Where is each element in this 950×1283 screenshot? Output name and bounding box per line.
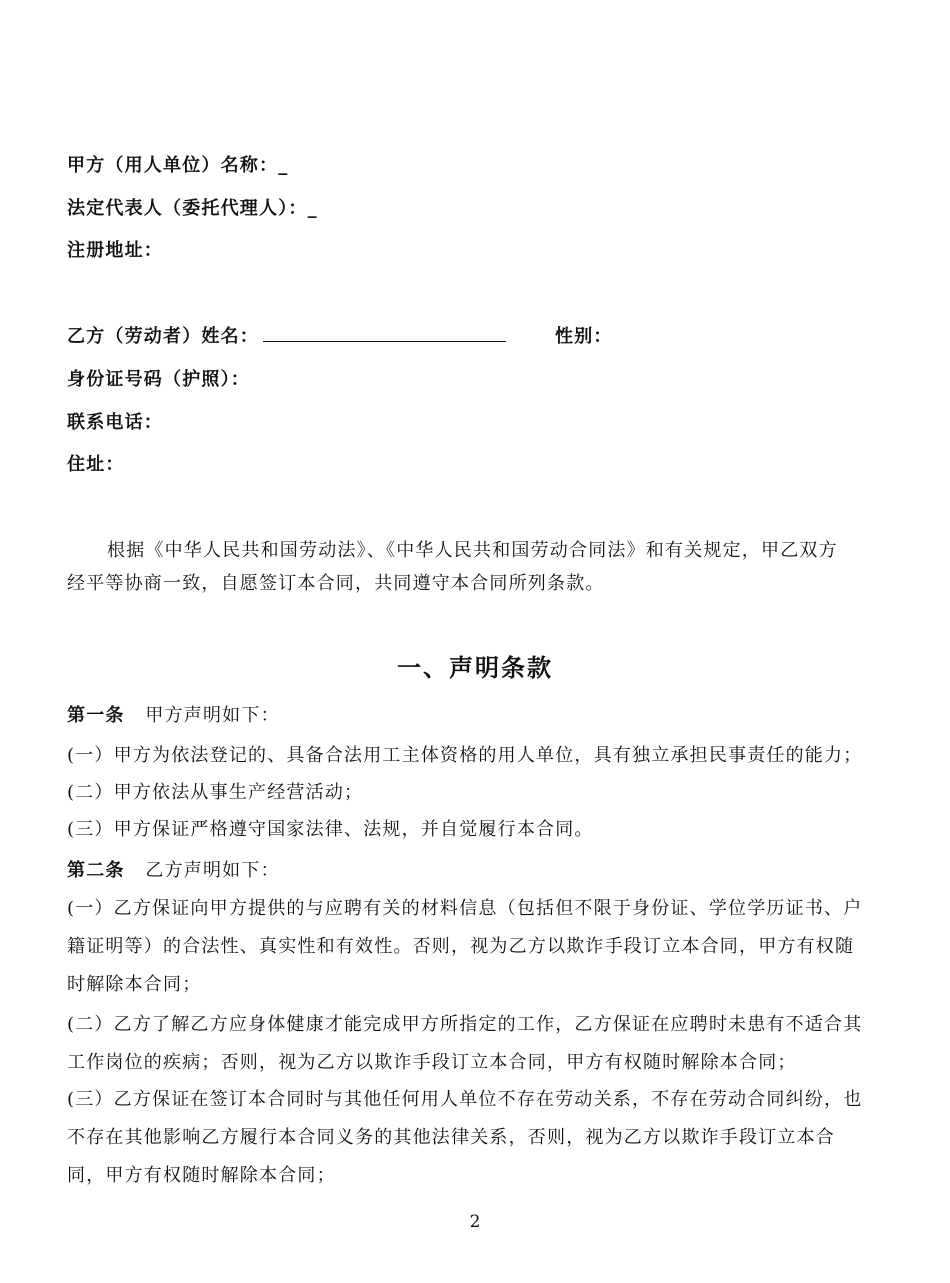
preamble-line: 根据《中华人民共和国劳动法》、《中华人民共和国劳动合同法》和有关规定，甲乙双方 bbox=[107, 540, 838, 561]
article-2-heading bbox=[67, 860, 280, 882]
party-a-name-label: 甲方（用人单位）名称：_ bbox=[67, 155, 289, 176]
party-b-address-label: 住址： bbox=[67, 454, 125, 475]
page-number: 2 bbox=[469, 1212, 481, 1232]
article-2-title: 乙方声明如下： bbox=[145, 860, 280, 881]
article-1-label: 第一条 bbox=[67, 705, 125, 726]
article-1-title: 甲方声明如下： bbox=[145, 705, 280, 726]
party-b-name-row bbox=[67, 326, 506, 348]
party-b-id-label: 身份证号码（护照）： bbox=[67, 369, 250, 390]
article-2-line: 同，甲方有权随时解除本合同； bbox=[67, 1165, 336, 1186]
article-2-line: (三）乙方保证在签订本合同时与其他任何用人单位不存在劳动关系，不存在劳动合同纠纷，也 bbox=[67, 1089, 863, 1110]
article-2-line: 不存在其他影响乙方履行本合同义务的其他法律关系，否则，视为乙方以欺诈手段订立本合 bbox=[67, 1127, 835, 1148]
preamble-line: 经平等协商一致，自愿签订本合同，共同遵守本合同所列条款。 bbox=[67, 573, 605, 594]
article-2-line: (一）乙方保证向甲方提供的与应聘有关的材料信息（包括但不限于身份证、学位学历证书、户 bbox=[67, 898, 863, 919]
article-2-line: (二）乙方了解乙方应身体健康才能完成甲方所指定的工作，乙方保证在应聘时未患有不适合其 bbox=[67, 1014, 863, 1035]
party-b-phone-label: 联系电话： bbox=[67, 412, 163, 433]
article-2-line: 籍证明等）的合法性、真实性和有效性。否则，视为乙方以欺诈手段订立本合同，甲方有权随 bbox=[67, 936, 855, 957]
party-a-representative-label: 法定代表人（委托代理人）：_ bbox=[67, 198, 318, 219]
party-b-name-label: 乙方（劳动者）姓名： bbox=[67, 326, 259, 347]
article-2-line: 时解除本合同； bbox=[67, 974, 202, 995]
article-1-item: (三）甲方保证严格遵守国家法律、法规，并自觉履行本合同。 bbox=[67, 819, 594, 840]
article-1-heading bbox=[67, 705, 280, 727]
section-title: 一、声明条款 bbox=[397, 654, 553, 682]
article-2-line: 工作岗位的疾病；否则，视为乙方以欺诈手段订立本合同，甲方有权随时解除本合同； bbox=[67, 1052, 797, 1073]
article-1-item: (一）甲方为依法登记的、具备合法用工主体资格的用人单位，具有独立承担民事责任的能力； bbox=[67, 745, 863, 766]
party-b-gender-label: 性别： bbox=[555, 326, 613, 347]
party-b-name-blank[interactable] bbox=[263, 327, 506, 342]
party-a-address-label: 注册地址： bbox=[67, 240, 163, 261]
article-1-item: (二）甲方依法从事生产经营活动； bbox=[67, 782, 364, 803]
article-2-label: 第二条 bbox=[67, 860, 125, 881]
